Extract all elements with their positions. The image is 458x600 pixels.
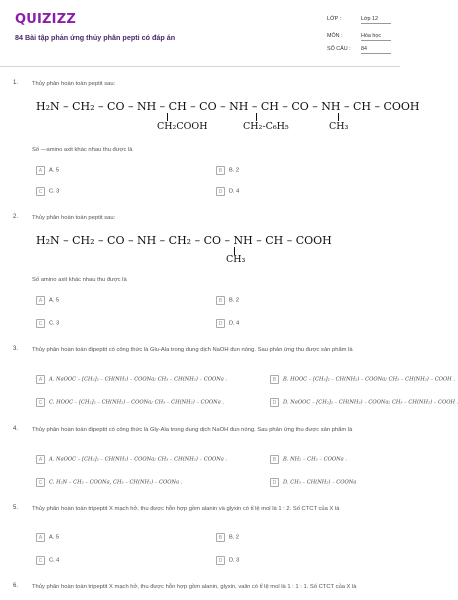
question-text: Thủy phân hoàn toàn tripeptit X mạch hở, thu được hỗn hợp gồm alanin, glyxin, valin có tỉ lệ mol là 1 : 1 : 1. Số CTCT của X là (32, 584, 357, 590)
answer-option-b[interactable]: B B. 2 (216, 166, 239, 176)
answer-option-c[interactable]: C C. 4 (36, 556, 59, 566)
question-number: 4. (13, 426, 19, 432)
answer-option-c[interactable]: C C. HOOC – [CH₂]₂ – CH(NH₂) – COONa; CH₃ – CH(NH₂) – COONa . (36, 398, 221, 408)
answer-option-d[interactable]: D D. 4 (216, 319, 239, 329)
question-text: Thủy phân hoàn toàn tripeptit X mạch hở, thu được hỗn hợp gồm alanin và glyxin có tỉ lệ mol là 1 : 2. Số CTCT của X là (32, 506, 340, 512)
option-letter-box: B (270, 455, 279, 464)
option-letter-box: D (216, 187, 225, 196)
option-letter-box: C (36, 556, 45, 565)
option-letter-box: B (270, 375, 279, 384)
side-chain: CH₃ (226, 254, 246, 265)
answer-option-a[interactable]: A A. NaOOC – [CH₂]₂ – CH(NH₂) – COONa; CH₃ – CH(NH₂) – COONa . (36, 375, 221, 385)
question-number: 3. (13, 346, 19, 352)
answer-option-d[interactable]: D D. 4 (216, 187, 239, 197)
option-letter-box: A (36, 455, 45, 464)
answer-option-b[interactable]: B B. 2 (216, 296, 239, 306)
option-letter-box: A (36, 375, 45, 384)
option-letter-box: D (270, 398, 279, 407)
meta-subject-value: Hóa học (361, 33, 391, 41)
option-letter-box: D (270, 478, 279, 487)
page-title: 84 Bài tập phản ứng thủy phân pepti có đáp án (15, 33, 176, 42)
option-letter-box: B (216, 296, 225, 305)
question-number: 5. (13, 505, 19, 511)
answer-option-b[interactable]: B B. NH₂ – CH₂ – COONa . (270, 455, 395, 465)
answer-option-a[interactable]: A A. 5 (36, 533, 59, 543)
question-number: 2. (13, 214, 19, 220)
answer-option-b[interactable]: B B. HOOC – [CH₂]₂ – CH(NH₂) – COONa; CH₃ – CH(NH₂) – COOH . (270, 375, 400, 385)
option-letter-box: B (216, 533, 225, 542)
quizizz-logo[interactable]: QUIZIZZ (15, 12, 76, 27)
answer-option-a[interactable]: A A. 5 (36, 166, 59, 176)
question-text: Thủy phân hoàn toàn đipeptit có công thức là Glu-Ala trong dung dịch NaOH đun nóng. Sau phản ứng thu được sản phẩm là (32, 347, 353, 353)
meta-grade-value: Lớp 12 (361, 16, 391, 24)
answer-option-c[interactable]: C C. 3 (36, 187, 59, 197)
answer-option-d[interactable]: D D. NaOOC – [CH₂]₂ – CH(NH₂) – COONa; CH₃ – CH(NH₂) – COOH . (270, 398, 400, 408)
bond-line (167, 113, 168, 121)
answer-option-d[interactable]: D D. 3 (216, 556, 239, 566)
answer-option-c[interactable]: C C. 3 (36, 319, 59, 329)
meta-count-value: 84 (361, 46, 391, 54)
option-letter-box: C (36, 398, 45, 407)
question-number: 6. (13, 583, 19, 589)
answer-option-c[interactable]: C C. H₂N – CH₂ – COONa, CH₃ – CH(NH₂) – COONa . (36, 478, 264, 488)
question-intro: Thủy phân hoàn toàn peptit sau: (32, 81, 116, 87)
option-letter-box: C (36, 187, 45, 196)
bond-line (256, 113, 257, 121)
question-text: Thủy phân hoàn toàn đipeptit có công thức là Gly-Ala trong dung dịch NaOH đun nóng. Sau phản ứng thu được sản phẩm là (32, 427, 353, 433)
question-intro: Thủy phân hoàn toàn peptit sau: (32, 215, 116, 221)
header-divider (0, 66, 400, 67)
document-header (0, 0, 400, 66)
meta-subject-label: MÔN : (327, 33, 343, 39)
peptide-formula: H₂N – CH₂ – CO – NH – CH₂ – CO – NH – CH – COOH (36, 234, 332, 247)
answer-option-a[interactable]: A A. NaOOC – [CH₂]₂ – CH(NH₂) – COONa; CH₃ – CH(NH₂) – COONa . (36, 455, 264, 465)
option-letter-box: A (36, 296, 45, 305)
side-chain: CH₂-C₆H₅ (243, 121, 289, 132)
answer-option-d[interactable]: D D. CH₃ – CH(NH₂) – COONa (270, 478, 395, 488)
option-letter-box: B (216, 166, 225, 175)
option-letter-box: A (36, 166, 45, 175)
option-letter-box: D (216, 556, 225, 565)
peptide-formula: H₂N – CH₂ – CO – NH – CH – CO – NH – CH – CO – NH – CH – COOH (36, 100, 420, 113)
option-letter-box: C (36, 478, 45, 487)
question-prompt: Số —amino axit khác nhau thu được là (32, 147, 133, 153)
answer-option-a[interactable]: A A. 5 (36, 296, 59, 306)
question-prompt: Số amino axit khác nhau thu được là (32, 277, 127, 283)
meta-grade-label: LỚP : (327, 16, 342, 22)
option-letter-box: A (36, 533, 45, 542)
question-number: 1. (13, 80, 19, 86)
bond-line (338, 113, 339, 121)
answer-option-b[interactable]: B B. 2 (216, 533, 239, 543)
side-chain: CH₃ (329, 121, 349, 132)
option-letter-box: C (36, 319, 45, 328)
meta-count-label: SỐ CÂU : (327, 46, 351, 52)
option-letter-box: D (216, 319, 225, 328)
side-chain: CH₂COOH (157, 121, 208, 132)
